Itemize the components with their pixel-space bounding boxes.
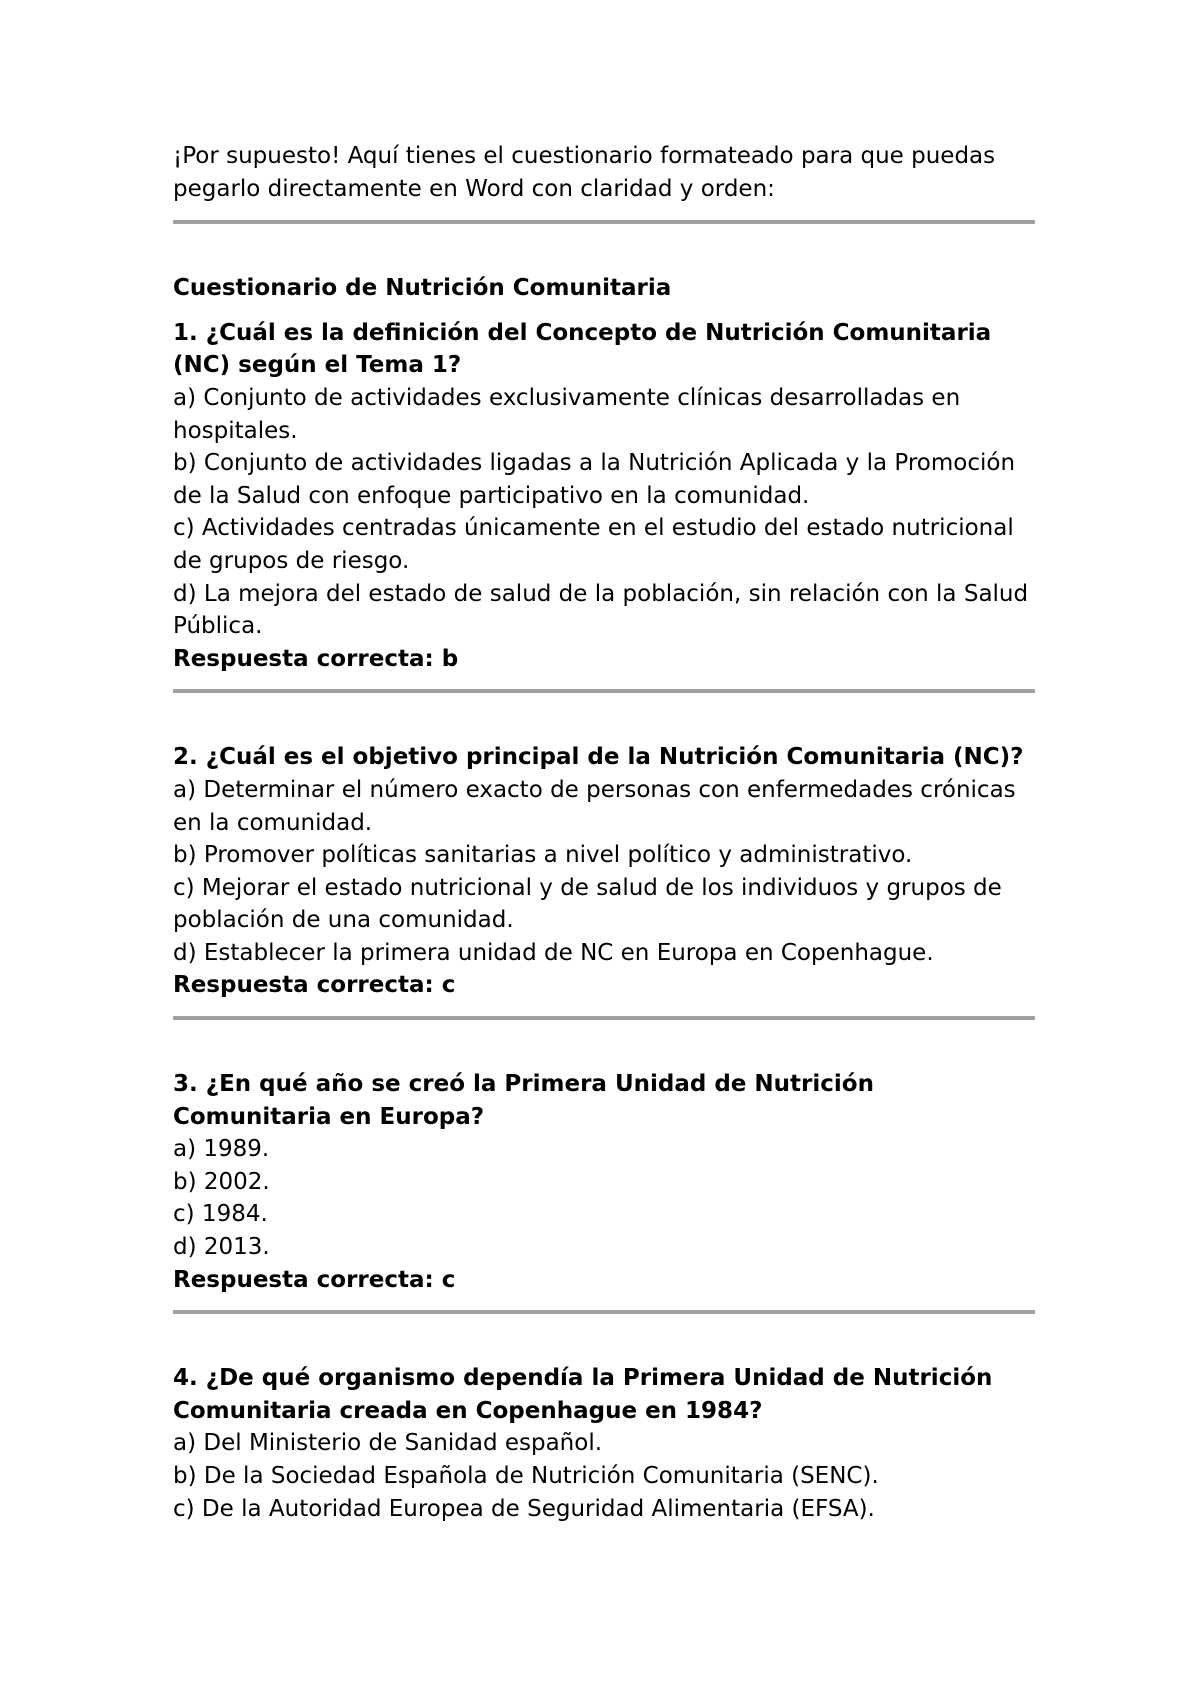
option-a: a) 1989.: [173, 1136, 270, 1163]
question-text: 2. ¿Cuál es el objetivo principal de la Nutrición Comunitaria (NC)?: [173, 744, 1024, 771]
option-a: a) Del Ministerio de Sanidad español.: [173, 1430, 603, 1457]
option-c: c) Actividades centradas únicamente en el estudio del estado nutricional de grupos de riesgo.: [173, 515, 1014, 574]
option-a: a) Determinar el número exacto de personas con enfermedades crónicas en la comunidad.: [173, 776, 1016, 836]
option-c: c) De la Autoridad Europea de Seguridad Alimentaria (EFSA).: [173, 1495, 875, 1522]
option-b: b) 2002.: [173, 1168, 270, 1195]
option-b: b) De la Sociedad Española de Nutrición Comunitaria (SENC).: [173, 1463, 879, 1489]
option-d: d) La mejora del estado de salud de la población, sin relación con la Salud Pública.: [173, 580, 1029, 640]
intro-text: ¡Por supuesto! Aquí tienes el cuestionario formateado para que puedas pegarlo directamente en Word con claridad y orden:: [173, 143, 996, 202]
horizontal-rule: [173, 1310, 1035, 1314]
option-d: d) 2013.: [173, 1234, 270, 1261]
question-block-3: [173, 1068, 1033, 1314]
question-block-2: [173, 741, 1033, 1020]
option-a: a) Conjunto de actividades exclusivamente clínicas desarrolladas en hospitales.: [173, 384, 961, 444]
option-b: b) Promover políticas sanitarias a nivel político y administrativo.: [173, 842, 913, 869]
option-b: b) Conjunto de actividades ligadas a la Nutrición Aplicada y la Promoción de la Salud con enfoque participativo en la comunidad.: [173, 450, 1016, 509]
question-text: 1. ¿Cuál es la definición del Concepto de Nutrición Comunitaria (NC) según el Tema 1?: [173, 319, 992, 379]
option-c: c) Mejorar el estado nutricional y de salud de los individuos y grupos de población de una comunidad.: [173, 874, 1002, 934]
question-block-4: [173, 1362, 1033, 1525]
option-c: c) 1984.: [173, 1201, 268, 1228]
horizontal-rule: [173, 220, 1035, 224]
horizontal-rule: [173, 689, 1035, 693]
question-block-1: [173, 317, 1033, 694]
question-text: 4. ¿De qué organismo dependía la Primera Unidad de Nutrición Comunitaria creada en Copenhague en 1984?: [173, 1365, 993, 1424]
option-d: d) Establecer la primera unidad de NC en Europa en Copenhague.: [173, 939, 934, 966]
document-page: [173, 140, 1033, 1525]
question-text: 3. ¿En qué año se creó la Primera Unidad de Nutrición Comunitaria en Europa?: [173, 1071, 874, 1130]
correct-answer: Respuesta correcta: c: [173, 1266, 456, 1293]
document-title: Cuestionario de Nutrición Comunitaria: [173, 275, 672, 302]
horizontal-rule: [173, 1016, 1035, 1020]
correct-answer: Respuesta correcta: b: [173, 645, 459, 672]
correct-answer: Respuesta correcta: c: [173, 972, 456, 999]
